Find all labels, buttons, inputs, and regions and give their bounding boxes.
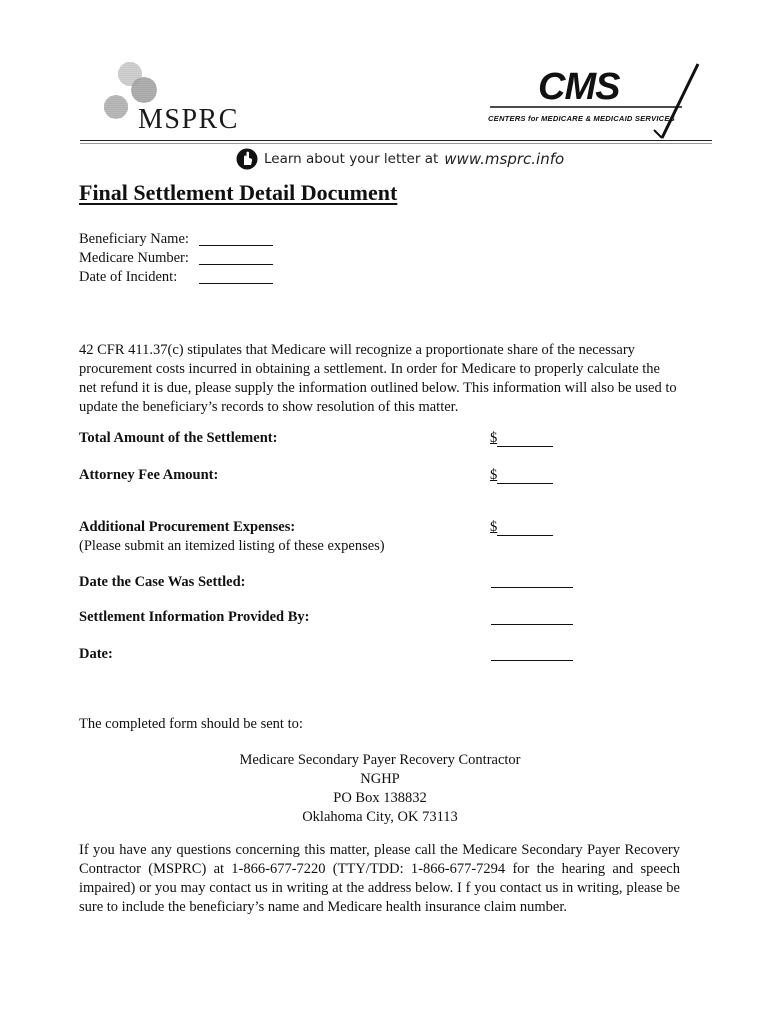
beneficiary-name-label: Beneficiary Name: bbox=[79, 231, 189, 247]
date-field[interactable] bbox=[491, 660, 573, 661]
medicare-number-label: Medicare Number: bbox=[79, 250, 189, 266]
attorney-fee-field[interactable] bbox=[490, 467, 553, 484]
medicare-number-row bbox=[79, 249, 273, 268]
address-line-1: Medicare Secondary Payer Recovery Contractor bbox=[239, 752, 521, 768]
total-settlement-blank[interactable] bbox=[497, 431, 553, 447]
address-line-3: PO Box 138832 bbox=[333, 790, 427, 806]
incident-date-field[interactable] bbox=[199, 268, 273, 284]
procurement-note: (Please submit an itemized listing of these expenses) bbox=[79, 538, 385, 554]
sent-to-text: The completed form should be sent to: bbox=[79, 716, 303, 732]
case-settled-field[interactable] bbox=[491, 587, 573, 588]
attorney-fee-blank[interactable] bbox=[497, 468, 553, 484]
info-row bbox=[236, 148, 564, 170]
beneficiary-name-field[interactable] bbox=[199, 230, 273, 246]
info-text: Learn about your letter at bbox=[264, 151, 439, 167]
page-title: Final Settlement Detail Document bbox=[79, 180, 398, 205]
closing-paragraph: If you have any questions concerning this matter, please call the Medicare Secondary Payer Recovery Contractor (MSPRC) at 1-866-677-7220 (TTY/TDD: 1-866-677-7294 for the hearing and speech impaired) or you may contact us in writing at the address below. I f you contact us in writing, please be sure to include the beneficiary’s name and Medicare health insurance claim number. bbox=[79, 842, 680, 915]
msprc-logo-text: MSPRC bbox=[138, 104, 239, 135]
provided-by-label: Settlement Information Provided By: bbox=[79, 609, 310, 625]
medicare-number-field[interactable] bbox=[199, 249, 273, 265]
case-settled-label: Date the Case Was Settled: bbox=[79, 574, 246, 590]
header-divider-secondary bbox=[80, 143, 712, 144]
currency-symbol: $ bbox=[490, 519, 498, 535]
beneficiary-block bbox=[79, 230, 273, 287]
provided-by-field[interactable] bbox=[491, 624, 573, 625]
cms-logo-text: CMS bbox=[538, 66, 620, 108]
procurement-expenses-field[interactable] bbox=[490, 519, 553, 536]
total-settlement-label: Total Amount of the Settlement: bbox=[79, 430, 278, 446]
attorney-fee-label: Attorney Fee Amount: bbox=[79, 467, 219, 483]
address-line-4: Oklahoma City, OK 73113 bbox=[302, 809, 458, 825]
incident-date-label: Date of Incident: bbox=[79, 269, 178, 285]
currency-symbol: $ bbox=[490, 430, 498, 446]
intro-paragraph: 42 CFR 411.37(c) stipulates that Medicare will recognize a proportionate share of the necessary procurement costs incurred in obtaining a settlement. In order for Medicare to properly calculate the net refund it is due, please supply the information outlined below. This information will also be used to update the beneficiary’s records to show resolution of this matter. bbox=[79, 342, 677, 415]
cms-subtitle: CENTERS for MEDICARE & MEDICAID SERVICES bbox=[488, 114, 675, 123]
total-settlement-field[interactable] bbox=[490, 430, 553, 447]
date-label: Date: bbox=[79, 646, 113, 662]
pointing-hand-icon bbox=[236, 148, 258, 170]
procurement-expenses-blank[interactable] bbox=[497, 520, 553, 536]
incident-date-row bbox=[79, 268, 273, 287]
header-divider bbox=[80, 140, 712, 141]
currency-symbol: $ bbox=[490, 467, 498, 483]
procurement-expenses-label: Additional Procurement Expenses: bbox=[79, 519, 296, 535]
address-line-2: NGHP bbox=[360, 771, 400, 787]
info-url-link[interactable]: www.msprc.info bbox=[444, 150, 565, 168]
beneficiary-name-row bbox=[79, 230, 273, 249]
mailing-address bbox=[180, 751, 580, 827]
